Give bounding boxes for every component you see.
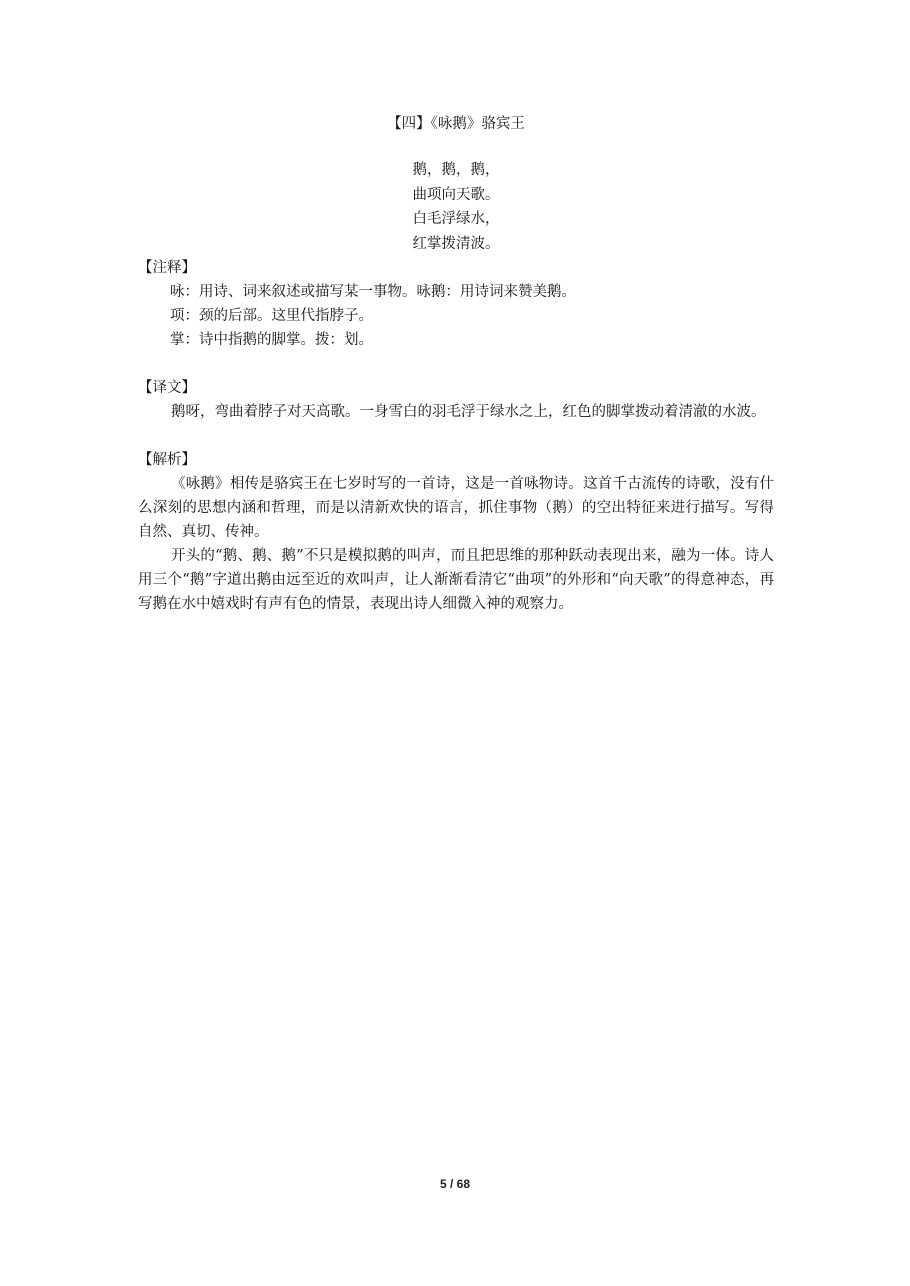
analysis-heading: 【解析】 [138, 452, 196, 468]
section-spacer [138, 352, 774, 376]
poem-line-1: 鹅，鹅，鹅， [412, 162, 500, 178]
notes-heading: 【注释】 [138, 260, 196, 276]
section-spacer [138, 424, 774, 448]
poem-line-2: 曲项向天歌。 [412, 186, 500, 203]
note-item: 项：颈的后部。这里代指脖子。 [170, 308, 373, 324]
poem-text [138, 158, 774, 256]
translation-paragraph: 鹅呀，弯曲着脖子对天高歌。一身雪白的羽毛浮于绿水之上，红色的脚掌拨动着清澈的水波。 [171, 404, 766, 420]
page-number: 5 / 68 [439, 1177, 471, 1191]
notes-section [138, 256, 774, 352]
analysis-paragraph: 开头的“鹅、鹅、鹅”不只是模拟鹅的叫声，而且把思维的那种跃动表现出来，融为一体。诗人用三个“鹅”字道出鹅由远至近的欢叫声，让人渐渐看清它“曲项”的外形和“向天歌”的得意神态，再写鹅在水中嬉戏时有声有色的情景，表现出诗人细微入神的观察力。 [138, 548, 774, 612]
analysis-paragraph: 《咏鹅》相传是骆宾王在七岁时写的一首诗，这是一首咏物诗。这首千古流传的诗歌，没有什么深刻的思想内涵和哲理，而是以清新欢快的语言，抓住事物（鹅）的空出特征来进行描写。写得自然、真切、传神。 [138, 476, 774, 540]
analysis-section [138, 448, 774, 616]
poem-line-3: 白毛浮绿水， [412, 211, 500, 227]
note-item: 掌：诗中指鹅的脚掌。拨：划。 [170, 332, 373, 348]
translation-heading: 【译文】 [138, 380, 196, 396]
document-body [138, 112, 774, 616]
note-item: 咏：用诗、词来叙述或描写某一事物。咏鹅：用诗词来赞美鹅。 [170, 284, 576, 300]
poem-line-4: 红掌拨清波。 [412, 235, 500, 252]
translation-section [138, 376, 774, 424]
poem-title: 【四】《咏鹅》骆宾王 [387, 116, 525, 132]
